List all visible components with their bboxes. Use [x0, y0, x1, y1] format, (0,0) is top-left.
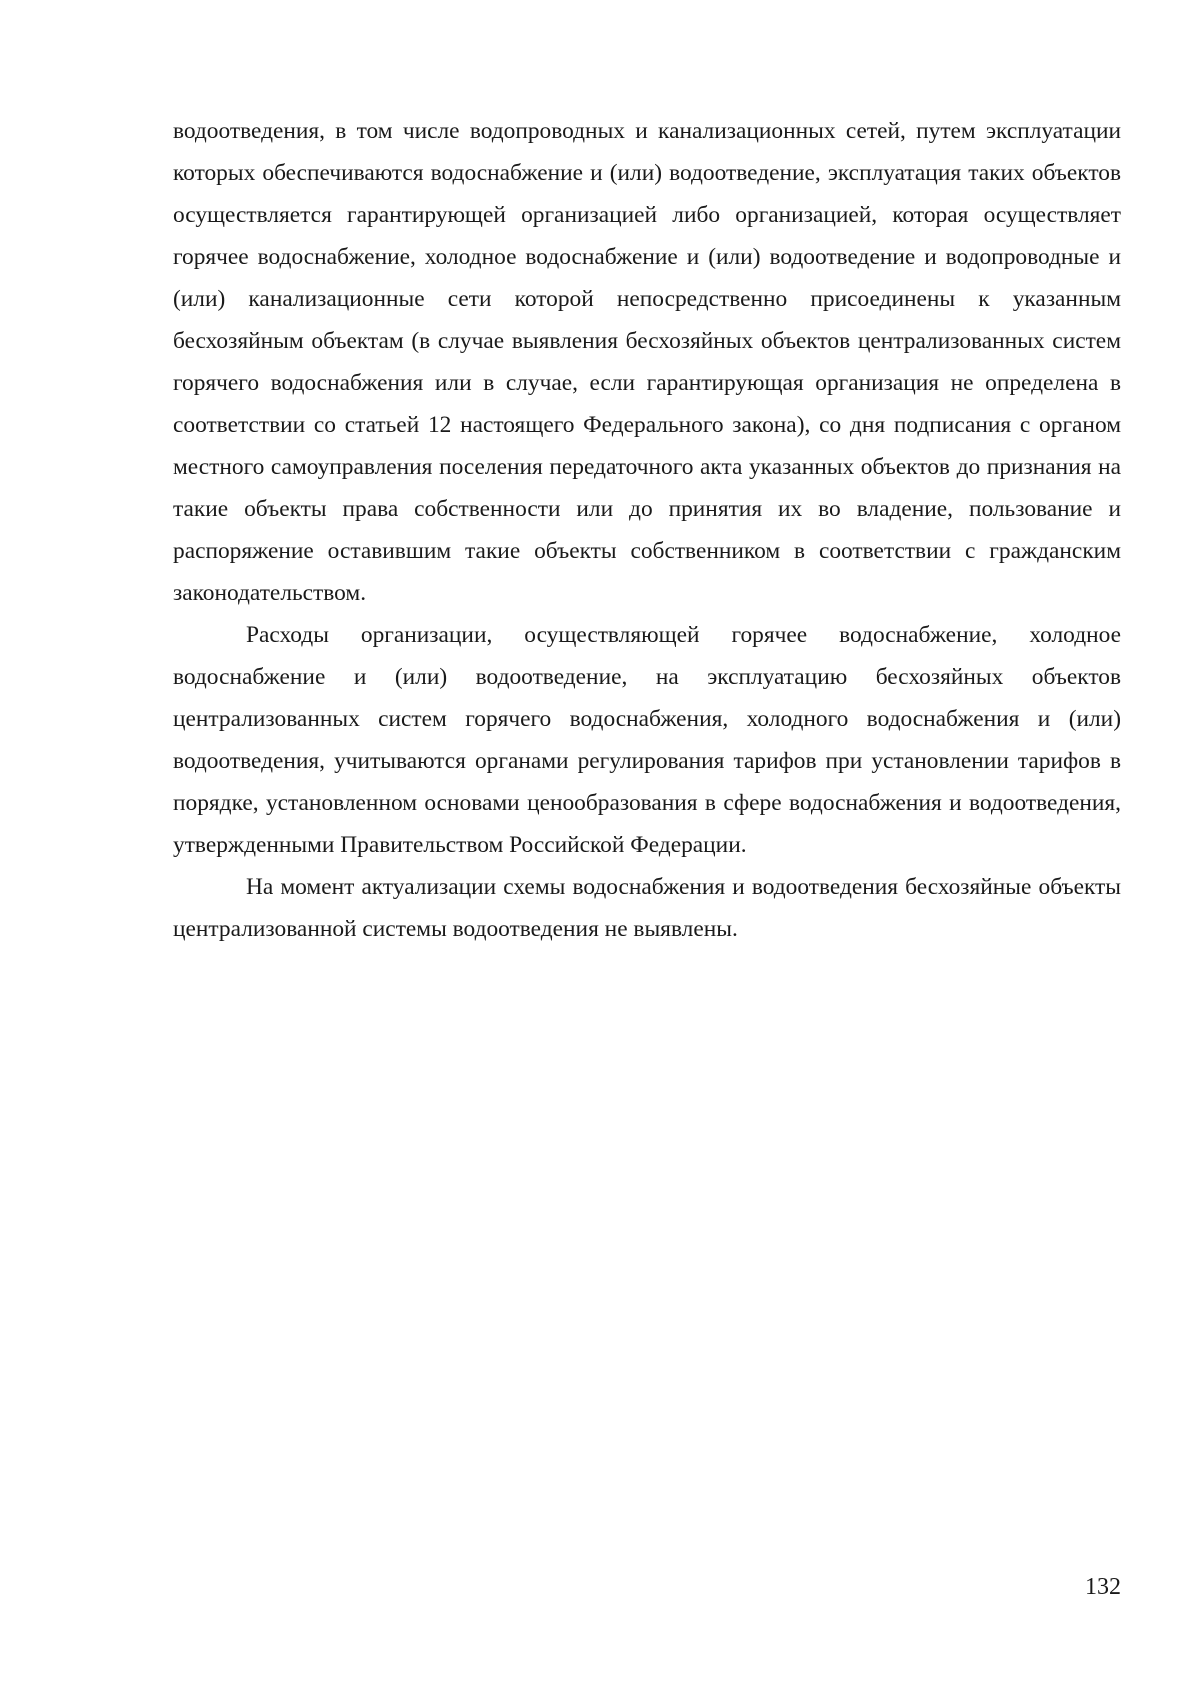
paragraph-current-status: На момент актуализации схемы водоснабжения и водоотведения бесхозяйные объекты централизованной системы водоотведения не выявлены.	[173, 874, 1121, 942]
body-text	[173, 110, 1121, 950]
paragraph-continuation: водоотведения, в том числе водопроводных и канализационных сетей, путем эксплуатации которых обеспечиваются водоснабжение и (или) водоотведение, эксплуатация таких объектов осуществляется гарантирующей организацией либо организацией, которая осуществляет горячее водоснабжение, холодное водоснабжение и (или) водоотведение и водопроводные и (или) канализационные сети которой непосредственно присоединены к указанным бесхозяйным объектам (в случае выявления бесхозяйных объектов централизованных систем горячего водоснабжения или в случае, если гарантирующая организация не определена в соответствии со статьей 12 настоящего Федерального закона), со дня подписания с органом местного самоуправления поселения передаточного акта указанных объектов до признания на такие объекты права собственности или до принятия их во владение, пользование и распоряжение оставившим такие объекты собственником в соответствии с гражданским законодательством.	[173, 118, 1121, 606]
paragraph-expenses: Расходы организации, осуществляющей горячее водоснабжение, холодное водоснабжение и (или) водоотведение, на эксплуатацию бесхозяйных объектов централизованных систем горячего водоснабжения, холодного водоснабжения и (или) водоотведения, учитываются органами регулирования тарифов при установлении тарифов в порядке, установленном основами ценообразования в сфере водоснабжения и водоотведения, утвержденными Правительством Российской Федерации.	[173, 622, 1121, 858]
page-number: 132	[1085, 1574, 1121, 1600]
